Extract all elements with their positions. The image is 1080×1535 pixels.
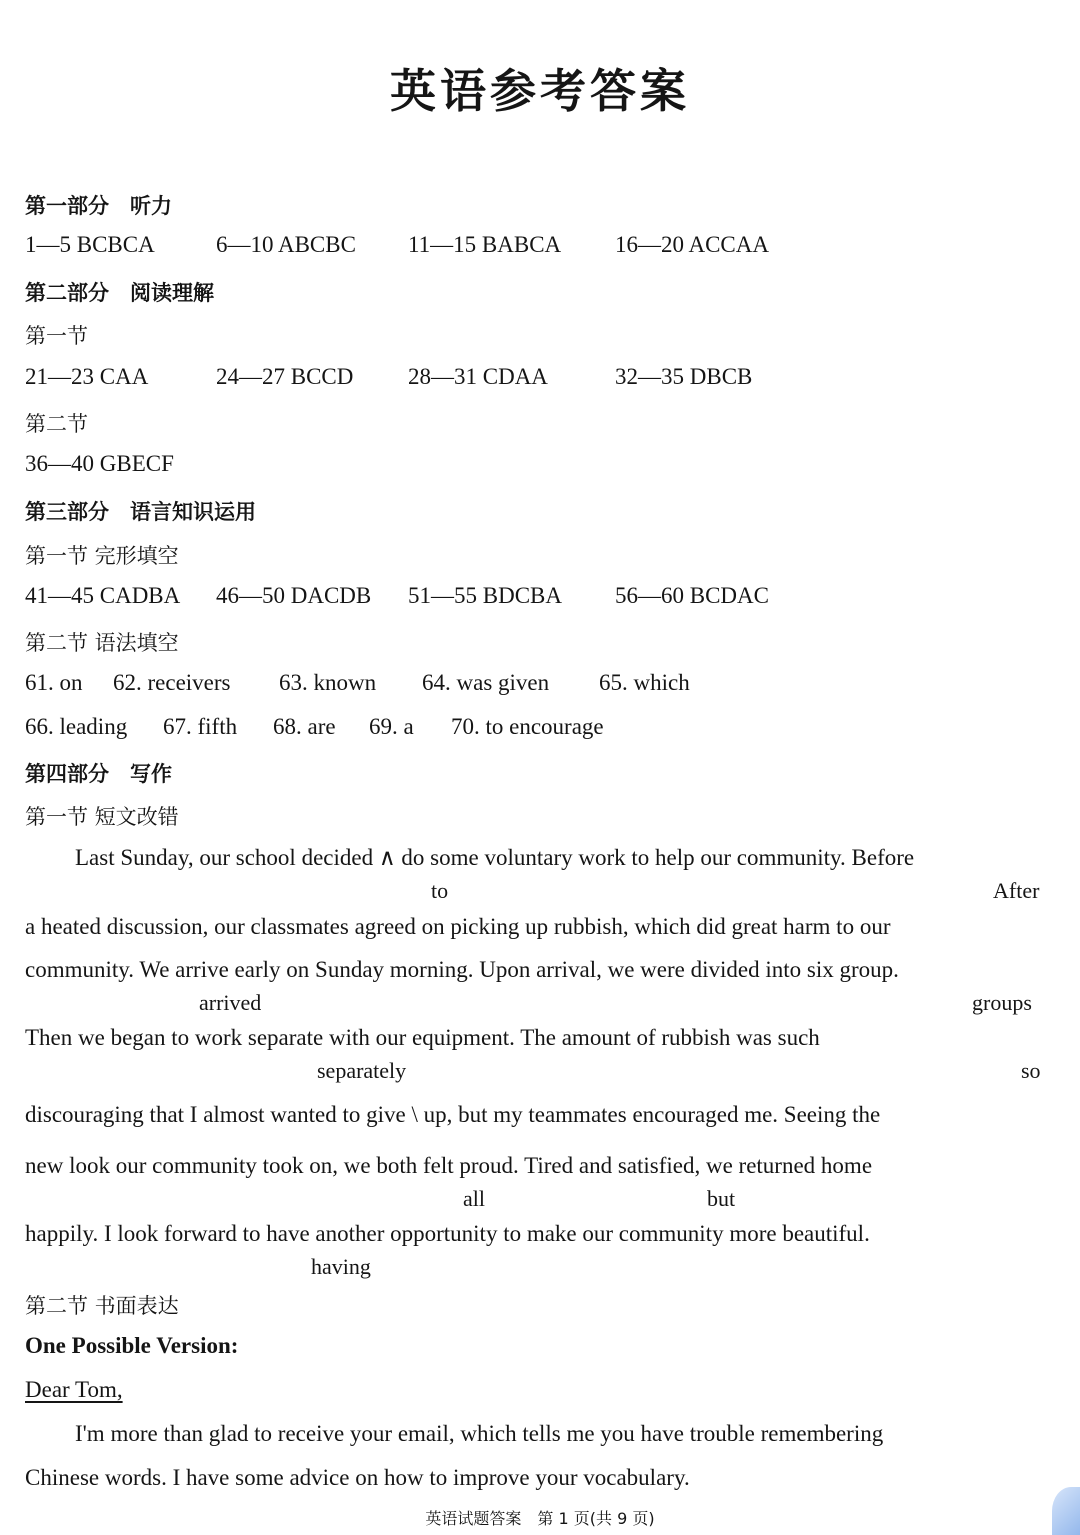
part2-section1-label: 第一节: [25, 324, 88, 348]
part4-heading: 第四部分 写作: [25, 762, 172, 786]
answer-group: 32—35 DBCB: [615, 364, 753, 389]
answer-item: 63. known: [279, 670, 377, 695]
answer-group: 36—40 GBECF: [25, 451, 174, 476]
answer-group: 46—50 DACDB: [216, 583, 372, 608]
correction: After: [993, 878, 1040, 903]
correction: all: [463, 1186, 485, 1211]
answer-group: 1—5 BCBCA: [25, 232, 155, 257]
answer-item: 70. to encourage: [451, 714, 604, 739]
answer-item: 67. fifth: [163, 714, 238, 739]
answer-group: 6—10 ABCBC: [216, 232, 356, 257]
part1-heading: 第一部分 听力: [25, 194, 172, 218]
passage-line: Last Sunday, our school decided ∧ do some voluntary work to help our community. Before: [75, 845, 915, 870]
part4-section1-label: 第一节 短文改错: [25, 805, 179, 829]
correction: groups: [972, 990, 1032, 1015]
answer-group: 28—31 CDAA: [408, 364, 548, 389]
page-title: 英语参考答案: [390, 64, 690, 118]
part4-section2-label: 第二节 书面表达: [25, 1294, 179, 1318]
answer-item: 64. was given: [422, 670, 550, 695]
correction: so: [1021, 1058, 1041, 1083]
part2-heading: 第二部分 阅读理解: [25, 281, 214, 305]
page-curl-corner: [1052, 1487, 1080, 1535]
part3-heading: 第三部分 语言知识运用: [25, 500, 256, 524]
answer-group: 21—23 CAA: [25, 364, 149, 389]
correction: arrived: [199, 990, 262, 1015]
correction: separately: [317, 1058, 407, 1083]
passage-line: happily. I look forward to have another opportunity to make our community more beautiful.: [25, 1221, 870, 1246]
part3-section2-label: 第二节 语法填空: [25, 631, 179, 655]
part2-section2-label: 第二节: [25, 412, 88, 436]
page-footer: 英语试题答案 第 1 页(共 9 页): [425, 1509, 655, 1528]
letter-body-line: I'm more than glad to receive your email, which tells me you have trouble remembering: [75, 1421, 884, 1446]
version-label: One Possible Version:: [25, 1333, 239, 1358]
passage-line: community. We arrive early on Sunday morning. Upon arrival, we were divided into six group.: [25, 957, 899, 982]
answer-item: 65. which: [599, 670, 690, 695]
passage-line: a heated discussion, our classmates agreed on picking up rubbish, which did great harm to our: [25, 914, 891, 939]
answer-group: 24—27 BCCD: [216, 364, 354, 389]
answer-item: 61. on: [25, 670, 83, 695]
passage-line: discouraging that I almost wanted to give \ up, but my teammates encouraged me. Seeing the: [25, 1102, 881, 1127]
answer-group: 56—60 BCDAC: [615, 583, 769, 608]
answer-group: 41—45 CADBA: [25, 583, 181, 608]
answer-group: 51—55 BDCBA: [408, 583, 562, 608]
answer-item: 68. are: [273, 714, 336, 739]
answer-item: 69. a: [369, 714, 414, 739]
answer-item: 66. leading: [25, 714, 128, 739]
answer-group: 11—15 BABCA: [408, 232, 562, 257]
letter-body-line: Chinese words. I have some advice on how to improve your vocabulary.: [25, 1465, 690, 1490]
part3-section1-label: 第一节 完形填空: [25, 544, 179, 568]
correction: to: [431, 878, 449, 903]
passage-line: new look our community took on, we both felt proud. Tired and satisfied, we returned home: [25, 1153, 873, 1178]
answer-group: 16—20 ACCAA: [615, 232, 769, 257]
correction: having: [311, 1254, 371, 1279]
correction: but: [707, 1186, 736, 1211]
passage-line: Then we began to work separate with our equipment. The amount of rubbish was such: [25, 1025, 820, 1050]
answer-item: 62. receivers: [113, 670, 231, 695]
letter-greeting: Dear Tom,: [25, 1377, 123, 1402]
